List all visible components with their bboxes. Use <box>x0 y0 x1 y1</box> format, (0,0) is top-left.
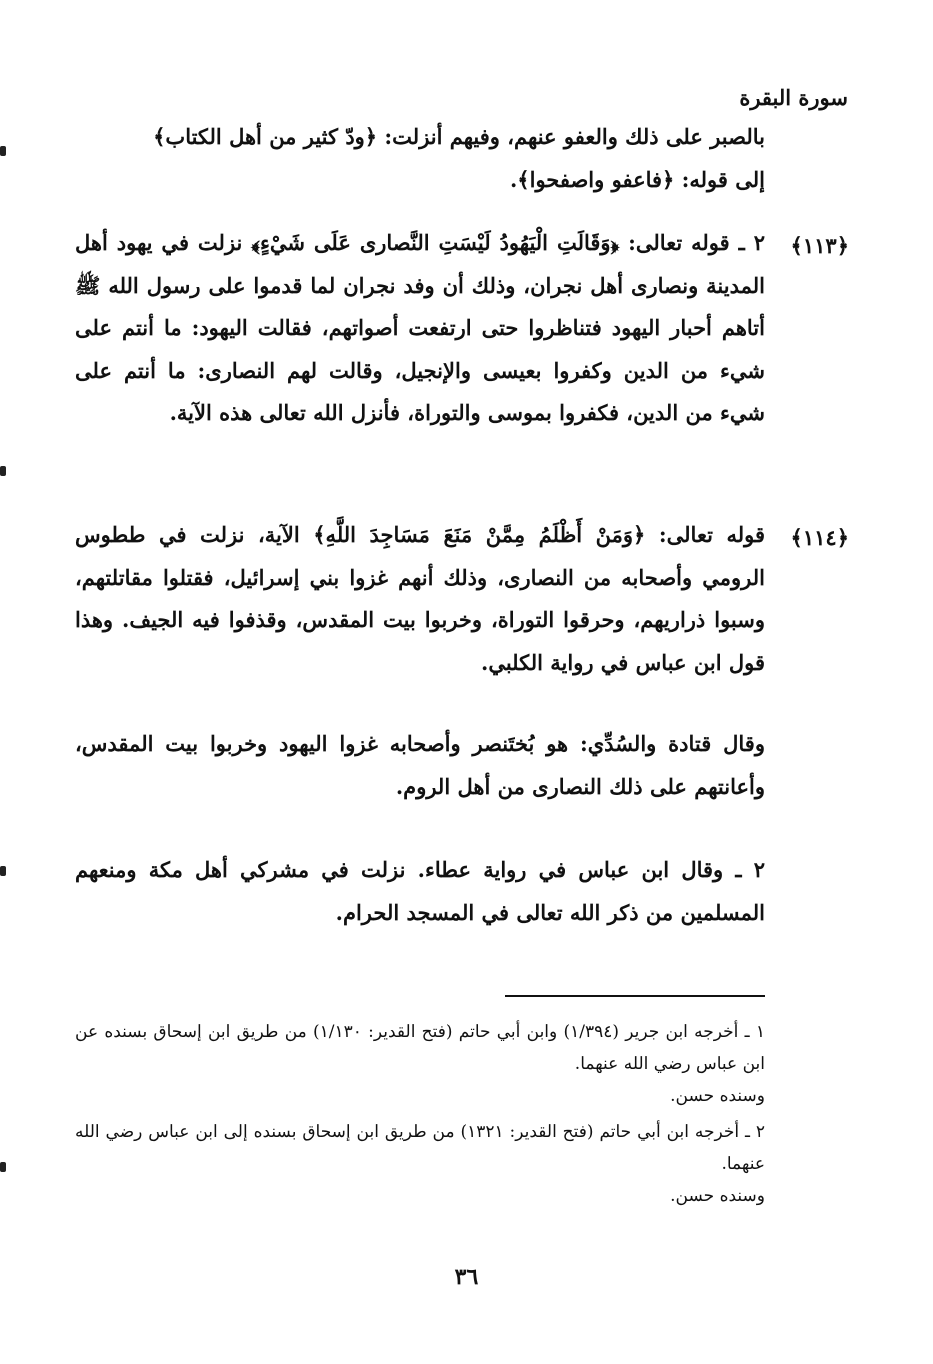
footnote-1-text: ١ ـ أخرجه ابن جرير (١/٣٩٤) وابن أبي حاتم (فتح القدير: ١/١٣٠) من طريق ابن إسحاق بسنده عن ابن عباس رضي الله عنهما. <box>75 1022 765 1074</box>
verse-113-paragraph: ٢ ـ قوله تعالى: ﴿وَقَالَتِ الْيَهُودُ لَيْسَتِ النَّصارى عَلَى شَيْءٍ﴾ نزلت في يهود أهل المدينة ونصارى أهل نجران، وذلك أن وفد نجران لما قدموا على رسول الله ﷺ أتاهم أحبار اليهود فتناظروا حتى ارتفعت أصواتهم، فقالت اليهود: ما أنتم على شيء من الدين وكفروا بعيسى والإنجيل، وقالت لهم النصارى: ما أنتم على شيء من الدين، فكفروا بموسى والتوراة، فأنزل الله تعالى هذه الآية. <box>75 230 765 425</box>
footnote-2 <box>75 1116 765 1212</box>
scan-artifact-mark <box>0 466 6 476</box>
footnote-2-grade: وسنده حسن. <box>670 1186 765 1206</box>
intro-line: بالصبر على ذلك والعفو عنهم، وفيهم أنزلت: ﴿ودّ كثير من أهل الكتاب﴾ <box>153 124 765 149</box>
scan-artifact-mark <box>0 146 6 156</box>
footnotes <box>75 1016 765 1216</box>
verse-number-113: ﴿١١٣﴾ <box>790 233 849 258</box>
page-header-title: سورة البقرة <box>739 85 848 110</box>
verse-114-paragraph: قوله تعالى: ﴿وَمَنْ أَظْلَمُ مِمَّنْ مَنَعَ مَسَاجِدَ اللَّهِ﴾ الآية، نزلت في ططوس الرومي وأصحابه من النصارى، وذلك أنهم غزوا بني إسرائيل، فقتلوا مقاتلتهم، وسبوا ذراريهم، وحرقوا التوراة، وخربوا بيت المقدس، وقذفوا فيه الجيف. وهذا قول ابن عباس في رواية الكلبي. <box>75 522 765 675</box>
footnote-separator <box>505 995 765 997</box>
page-number: ٣٦ <box>454 1264 479 1290</box>
footnote-1 <box>75 1016 765 1112</box>
footnote-2-text: ٢ ـ أخرجه ابن أبي حاتم (فتح القدير: ١٣٢١) من طريق ابن إسحاق بسنده إلى ابن عباس رضي الله عنهما. <box>75 1122 766 1174</box>
scan-artifact-mark <box>0 866 6 876</box>
intro-line: إلى قوله: ﴿فاعفو واصفحوا﴾. <box>510 166 765 192</box>
ibn-abbas-paragraph: ٢ ـ وقال ابن عباس في رواية عطاء. نزلت في مشركي أهل مكة ومنعهم المسلمين من ذكر الله تعالى في المسجد الحرام. <box>75 857 765 925</box>
footnote-1-grade: وسنده حسن. <box>670 1086 765 1106</box>
intro-paragraph <box>75 116 765 201</box>
scan-artifact-mark <box>0 1162 6 1172</box>
verse-number-114: ﴿١١٤﴾ <box>790 525 849 550</box>
qatada-paragraph: وقال قتادة والسُدِّي: هو بُختَنصر وأصحابه غزوا اليهود وخربوا بيت المقدس، وأعانتهم على ذلك النصارى من أهل الروم. <box>75 731 765 799</box>
